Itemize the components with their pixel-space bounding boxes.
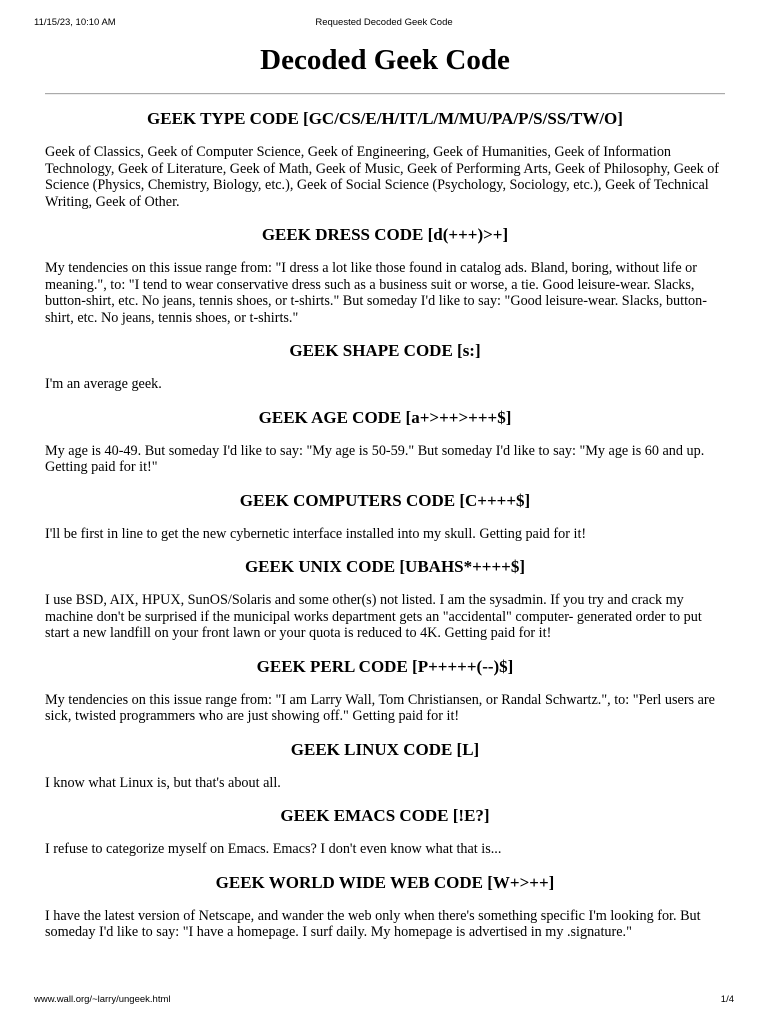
section-heading-perl: GEEK PERL CODE [P+++++(--)$] bbox=[256, 656, 514, 676]
section-heading-shape: GEEK SHAPE CODE [s:] bbox=[289, 341, 481, 360]
page-title: Decoded Geek Code bbox=[260, 44, 510, 76]
section-heading-dress: GEEK DRESS CODE [d(+++)>+] bbox=[261, 225, 509, 244]
section-heading-computers: GEEK COMPUTERS CODE [C++++$] bbox=[239, 490, 531, 510]
section-heading-emacs: GEEK EMACS CODE [!E?] bbox=[280, 806, 490, 825]
print-page-number: 1/4 bbox=[720, 994, 734, 1005]
title-divider bbox=[45, 93, 725, 95]
section-body-perl: My tendencies on this issue range from: "I am Larry Wall, Tom Christiansen, or Randal Schwartz.", to: "Perl users are sick, twisted programmers who are just showing off." Getting paid for it! bbox=[45, 691, 715, 724]
section-body-computers: I'll be first in line to get the new cybernetic interface installed into my skull. Getting paid for it! bbox=[45, 525, 587, 542]
section-body-dress: My tendencies on this issue range from: "I dress a lot like those found in catalog ads. Bland, boring, without life or meaning.", to: "I tend to wear conservative dress such as a business suit or worse, a tie. Good leisure-wear. Slacks, button-shirt, etc. No jeans, tennis shoes, or t-shirts." But someday I'd like to say: "Good leisure-wear. Slacks, button-shirt, etc. No jeans, tennis shoes, or t-shirts." bbox=[45, 260, 707, 326]
section-body-type: Geek of Classics, Geek of Computer Science, Geek of Engineering, Geek of Humanities, Geek of Information Technology, Geek of Literature, Geek of Math, Geek of Music, Geek of Performing Arts, Geek of Philosophy, Geek of Science (Physics, Chemistry, Biology, etc.), Geek of Social Science (Psychology, Sociology, etc.), Geek of Technical Writing, Geek of Other. bbox=[45, 144, 720, 210]
section-body-linux: I know what Linux is, but that's about all. bbox=[45, 774, 281, 791]
section-body-www: I have the latest version of Netscape, and wander the web only when there's something specific I'm looking for. But someday I'd like to say: "I have a homepage. I surf daily. My homepage is advertised in my .signature." bbox=[45, 907, 701, 940]
section-body-shape: I'm an average geek. bbox=[45, 376, 162, 392]
print-datetime: 11/15/23, 10:10 AM bbox=[34, 17, 116, 28]
document-content bbox=[45, 42, 725, 954]
print-url: www.wall.org/~larry/ungeek.html bbox=[34, 994, 171, 1005]
section-body-emacs: I refuse to categorize myself on Emacs. Emacs? I don't even know what that is... bbox=[45, 841, 502, 857]
section-body-unix: I use BSD, AIX, HPUX, SunOS/Solaris and some other(s) not listed. I am the sysadmin. If you try and crack my machine don't be surprised if the municipal works department gets an "accidental" computer- generated order to put start a new landfill on your front lawn or your quota is reduced to 4K. Getting paid for it! bbox=[45, 592, 702, 641]
section-body-age: My age is 40-49. But someday I'd like to say: "My age is 50-59." But someday I'd like to say: "My age is 60 and up. Getting paid for it!" bbox=[45, 442, 705, 475]
section-heading-www: GEEK WORLD WIDE WEB CODE [W+>++] bbox=[215, 872, 555, 892]
print-page-title: Requested Decoded Geek Code bbox=[315, 17, 453, 28]
section-heading-linux: GEEK LINUX CODE [L] bbox=[290, 739, 480, 759]
section-heading-type: GEEK TYPE CODE [GC/CS/E/H/IT/L/M/MU/PA/P/S/SS/TW/O] bbox=[147, 109, 623, 128]
section-heading-age: GEEK AGE CODE [a+>++>+++$] bbox=[258, 407, 512, 427]
section-heading-unix: GEEK UNIX CODE [UBAHS*++++$] bbox=[244, 557, 526, 576]
